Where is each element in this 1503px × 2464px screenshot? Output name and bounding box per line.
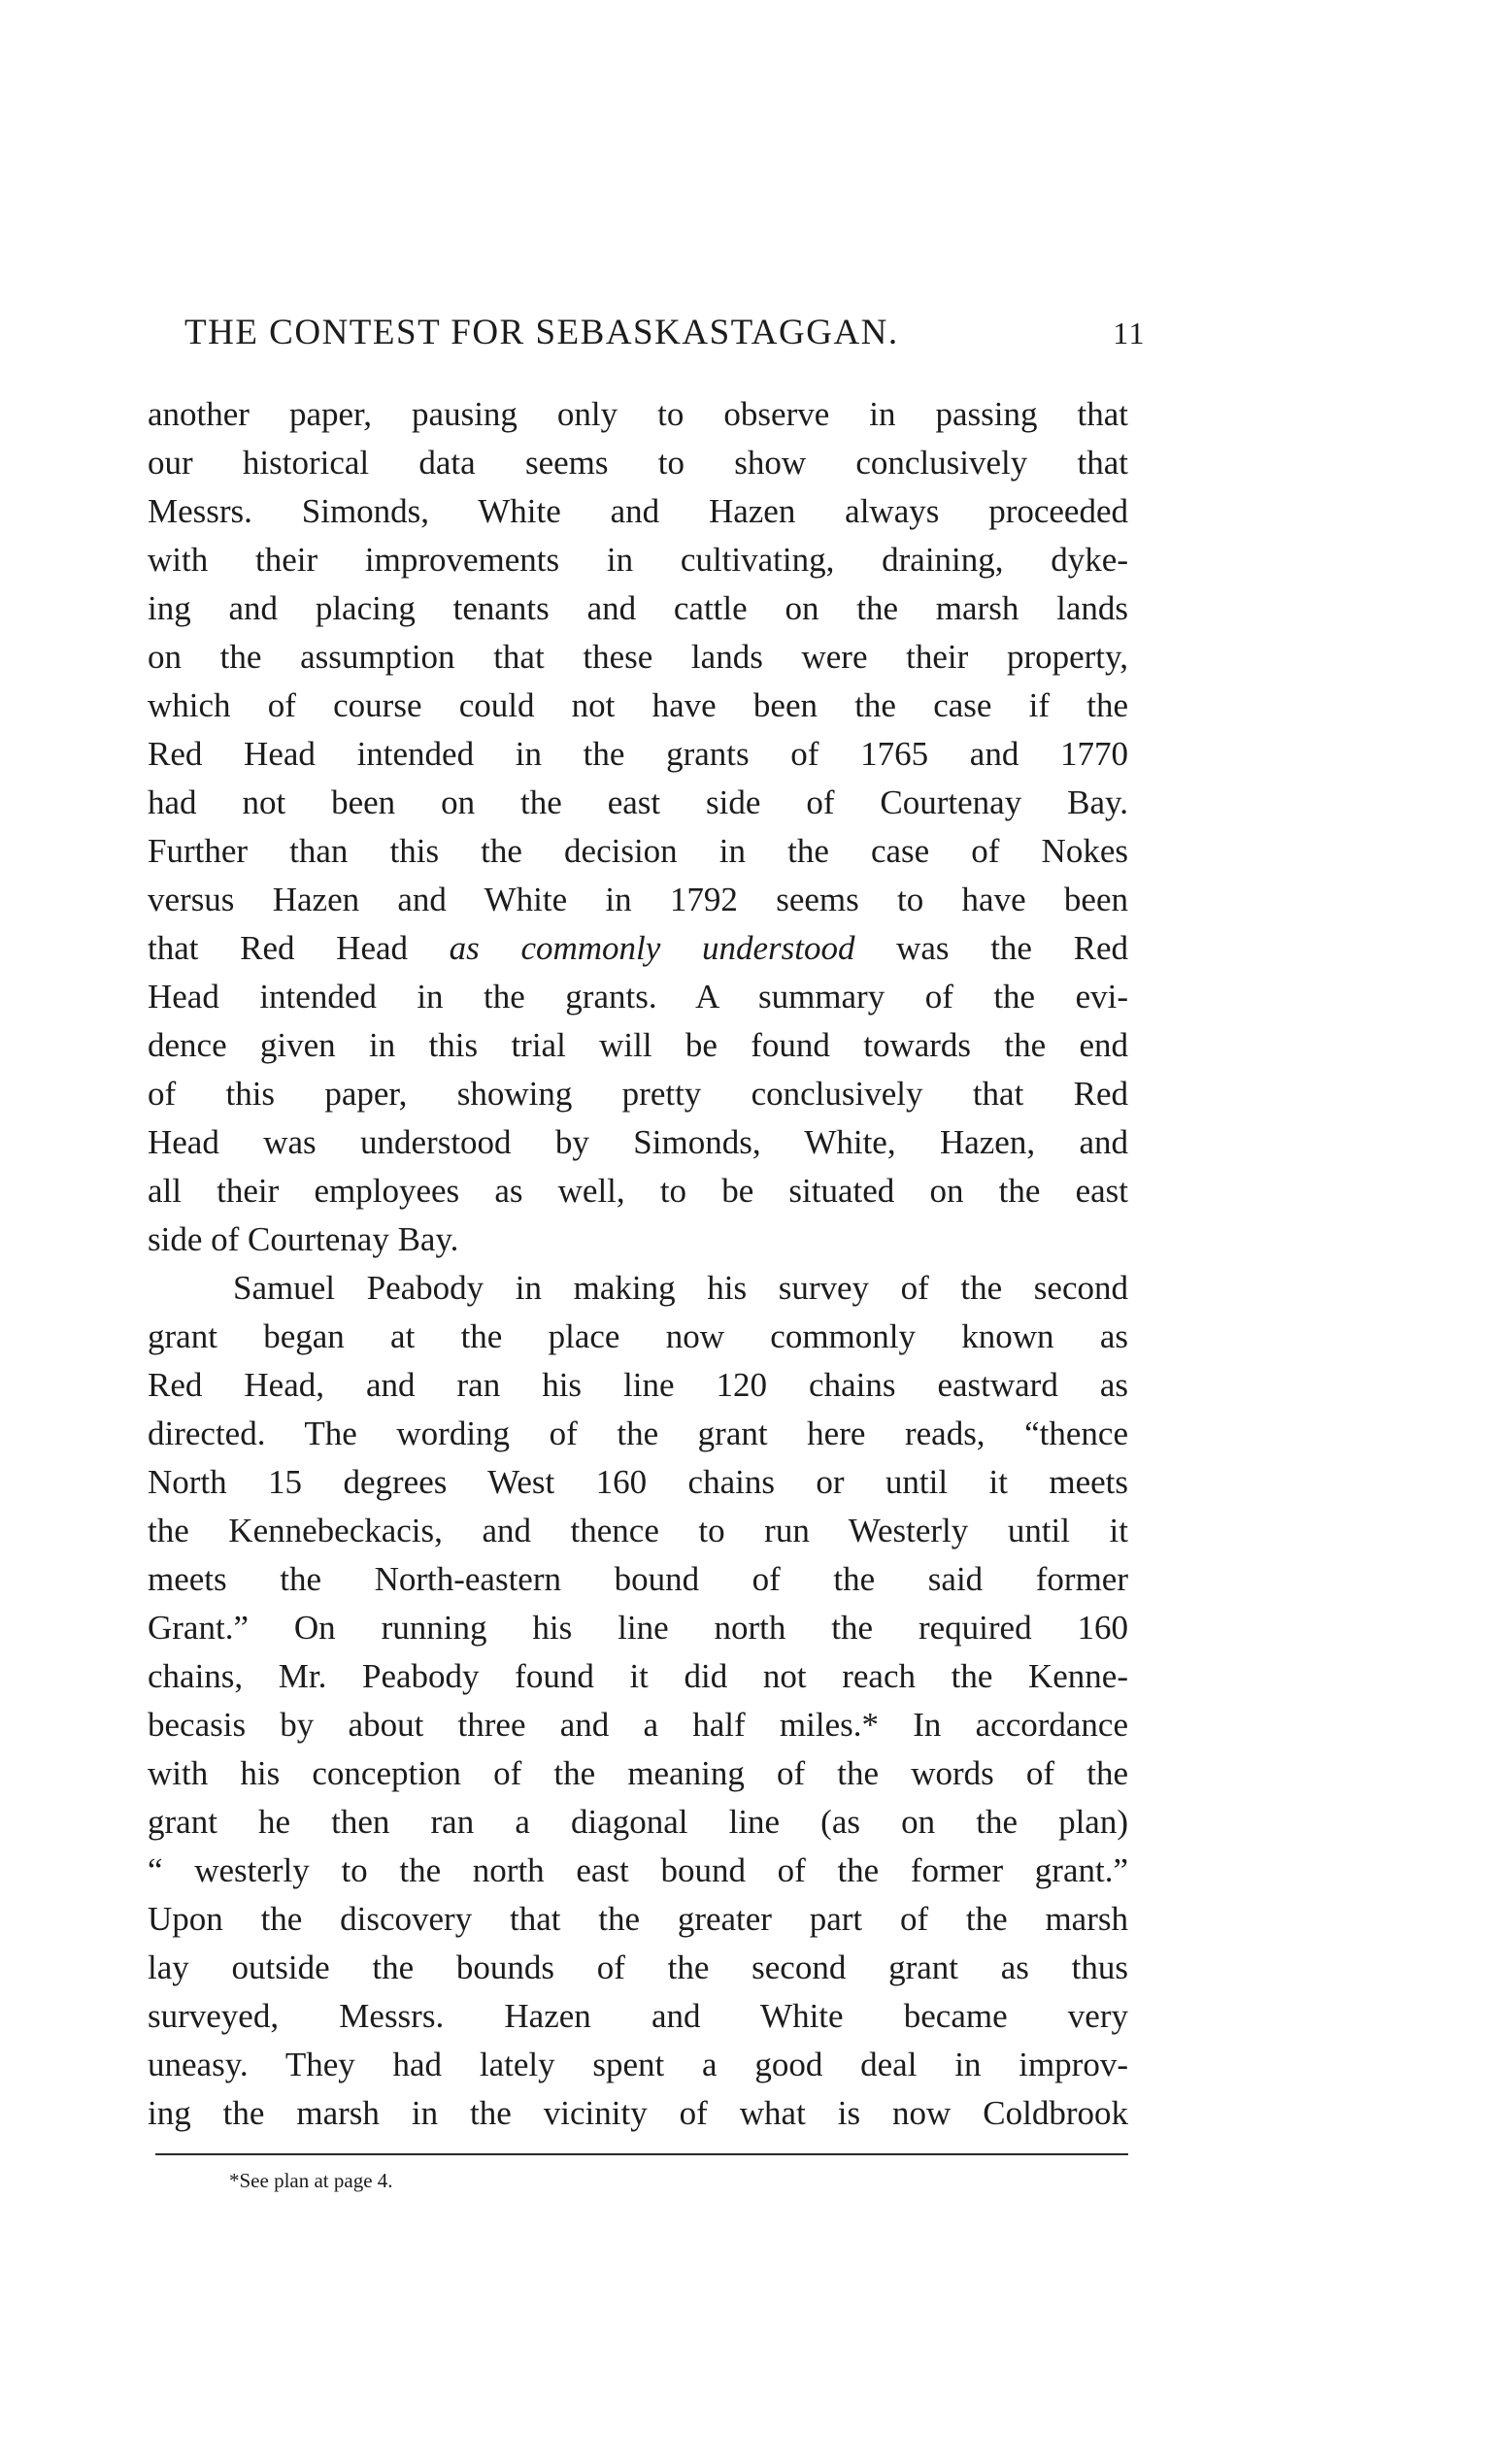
italic-phrase: as commonly understood — [449, 929, 855, 967]
text-line: chains, Mr. Peabody found it did not reach the Kenne- — [148, 1657, 1128, 1695]
text-line: Further than this the decision in the case of Nokes — [148, 832, 1128, 870]
text-line: dence given in this trial will be found towards the end — [148, 1026, 1128, 1064]
text-line: the Kennebeckacis, and thence to run Westerly until it — [148, 1512, 1128, 1549]
text-line: which of course could not have been the case if the — [148, 686, 1128, 724]
text-line: another paper, pausing only to observe in passing that — [148, 395, 1128, 433]
text-line: directed. The wording of the grant here reads, “thence — [148, 1415, 1128, 1452]
page-number: 11 — [1113, 316, 1146, 350]
text-line: Red Head intended in the grants of 1765 and 1770 — [148, 735, 1128, 773]
text-line: Upon the discovery that the greater part of the marsh — [148, 1900, 1128, 1938]
text-line: Grant.” On running his line north the required 160 — [148, 1609, 1128, 1647]
text-line: with his conception of the meaning of the words of the — [148, 1754, 1128, 1792]
body-text — [148, 390, 1128, 2138]
text-line: “ westerly to the north east bound of the former grant.” — [148, 1851, 1128, 1889]
text-line: ing the marsh in the vicinity of what is now Coldbrook — [148, 2094, 1128, 2132]
text-line: ing and placing tenants and cattle on the marsh lands — [148, 589, 1128, 627]
text-line: Samuel Peabody in making his survey of the second — [233, 1269, 1128, 1307]
text-fragment: was the Red — [854, 929, 1128, 967]
text-line-with-italic — [148, 924, 1128, 973]
text-line: versus Hazen and White in 1792 seems to have been — [148, 881, 1128, 918]
text-line: grant began at the place now commonly known as — [148, 1317, 1128, 1355]
text-line: Red Head, and ran his line 120 chains eastward as — [148, 1366, 1128, 1404]
text-line: had not been on the east side of Courtenay Bay. — [148, 783, 1128, 821]
text-line: uneasy. They had lately spent a good deal in improv- — [148, 2046, 1128, 2083]
running-head — [184, 309, 1146, 357]
text-line: becasis by about three and a half miles.* In accordance — [148, 1706, 1128, 1744]
text-line: of this paper, showing pretty conclusively that Red — [148, 1075, 1128, 1113]
text-line: Messrs. Simonds, White and Hazen always proceeded — [148, 492, 1128, 530]
text-line: surveyed, Messrs. Hazen and White became very — [148, 1997, 1128, 2035]
text-line: with their improvements in cultivating, draining, dyke- — [148, 541, 1128, 579]
text-fragment: that Red Head — [148, 929, 450, 967]
text-line: lay outside the bounds of the second grant as thus — [148, 1948, 1128, 1986]
text-line: North 15 degrees West 160 chains or until it meets — [148, 1463, 1128, 1501]
text-line: our historical data seems to show conclusively that — [148, 444, 1128, 482]
text-line: all their employees as well, to be situated on the east — [148, 1172, 1128, 1210]
text-line: Head intended in the grants. A summary of the evi- — [148, 978, 1128, 1016]
text-line: grant he then ran a diagonal line (as on the plan) — [148, 1803, 1128, 1841]
text-line: meets the North-eastern bound of the said former — [148, 1560, 1128, 1598]
running-head-title: THE CONTEST FOR SEBASKASTAGGAN. — [184, 313, 899, 352]
text-line: Head was understood by Simonds, White, Hazen, and — [148, 1123, 1128, 1161]
text-line: on the assumption that these lands were their property, — [148, 638, 1128, 676]
footnote-rule — [155, 2153, 1128, 2155]
text-line: side of Courtenay Bay. — [148, 1220, 459, 1258]
footnote: *See plan at page 4. — [229, 2169, 393, 2192]
